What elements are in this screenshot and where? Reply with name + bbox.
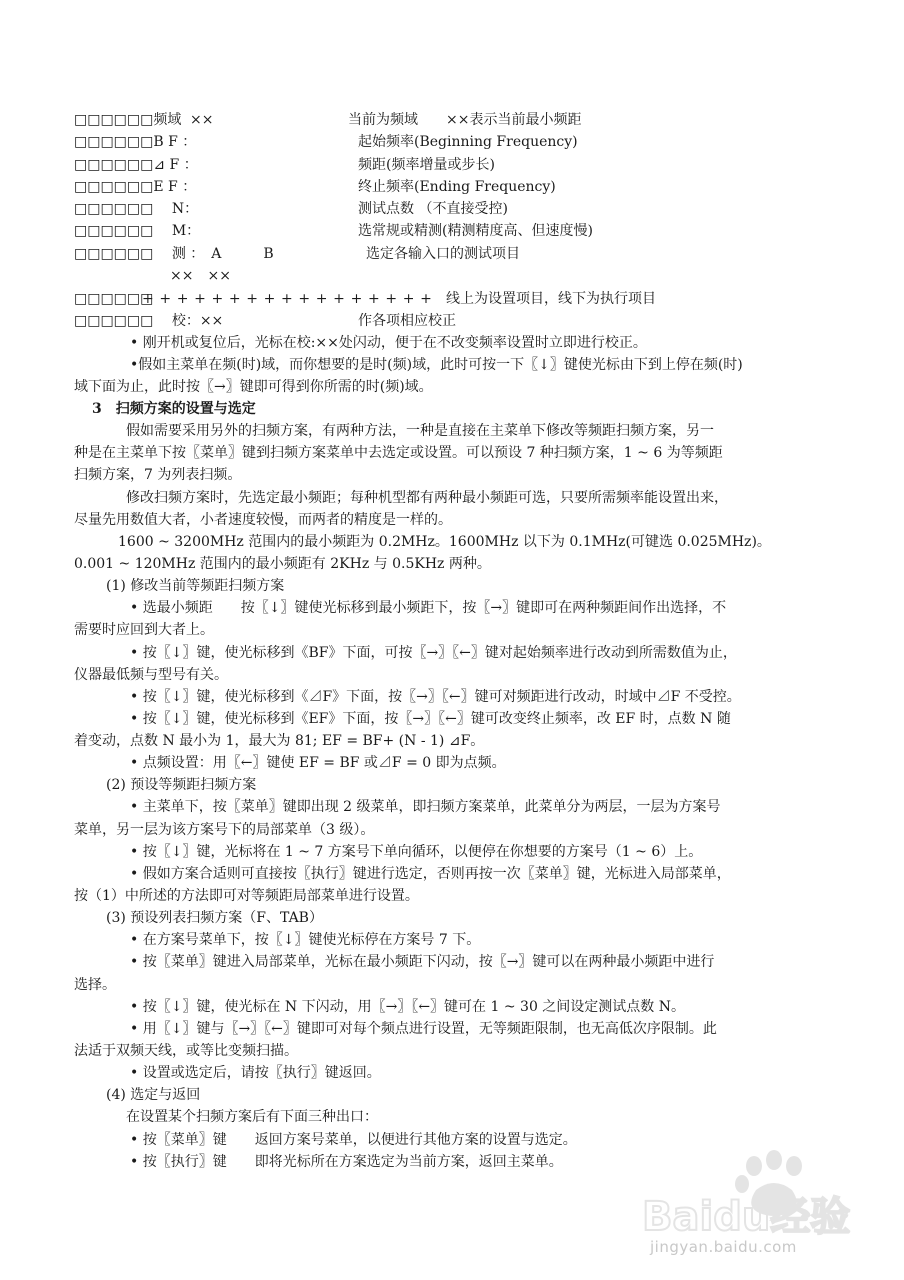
watermark-url: jingyan.baidu.com xyxy=(650,1238,797,1256)
paragraph-line: 需要时应回到大者上。 xyxy=(74,622,214,638)
paragraph-line: 着变动，点数 N 最小为 1，最大为 81; EF = BF+ (N - 1) ⊿F。 xyxy=(74,733,485,749)
paragraph-line: • 刚开机或复位后，光标在校:××处闪动，便于在不改变频率设置时立即进行校正。 xyxy=(130,335,647,351)
paragraph-line: 域下面为止，此时按〖→〗键即可得到你所需的时(频)域。 xyxy=(74,379,433,395)
param-desc: 终止频率(Ending Frequency) xyxy=(358,179,556,195)
paragraph-line: • 按〖菜单〗键 返回方案号菜单，以便进行其他方案的设置与选定。 xyxy=(130,1132,577,1148)
param-test-values: ×× ×× xyxy=(170,268,231,284)
paragraph-line: • 主菜单下，按〖菜单〗键即出现 2 级菜单，即扫频方案菜单，此菜单分为两层，一层为方案号 xyxy=(130,799,721,815)
paragraph-line: 选择。 xyxy=(74,977,116,993)
subsection-heading: (3) 预设列表扫频方案（F、TAB） xyxy=(106,910,323,926)
param-label: □□□□□□ M： xyxy=(74,223,201,239)
paragraph-line: • 按〖执行〗键 即将光标所在方案选定为当前方案，返回主菜单。 xyxy=(130,1154,563,1170)
paragraph-line: 尽量先用数值大者，小者速度较慢，而两者的精度是一样的。 xyxy=(74,512,452,528)
paragraph-line: 按（1）中所述的方法即可对等频距局部菜单进行设置。 xyxy=(74,888,419,904)
paragraph-line: • 按〖↓〗键，使光标移到《BF》下面，可按〖→〗〖←〗键对起始频率进行改动到所需数值为止， xyxy=(130,645,737,661)
divider-plus-line: + + + + + + + + + + + + + + + + + xyxy=(142,291,433,307)
paragraph-line: 扫频方案，7 为列表扫频。 xyxy=(74,467,242,483)
param-desc: 选常规或精测(精测精度高、但速度慢) xyxy=(358,223,593,239)
param-desc: 当前为频域 ××表示当前最小频距 xyxy=(348,112,582,128)
paragraph-line: • 按〖↓〗键，使光标移到《EF》下面，按〖→〗〖←〗键可改变终止频率，改 EF 时，点数 N 随 xyxy=(130,711,731,727)
param-label: □□□□□□频域 xyxy=(74,112,182,128)
paragraph-line: • 假如方案合适则可直接按〖执行〗键进行选定，否则再按一次〖菜单〗键，光标进入局部菜单， xyxy=(130,866,731,882)
param-desc: 起始频率(Beginning Frequency) xyxy=(358,134,578,150)
watermark-brand: Baidu经验 xyxy=(642,1194,851,1240)
param-desc: 线上为设置项目，线下为执行项目 xyxy=(446,291,656,307)
paragraph-line: 仪器最低频与型号有关。 xyxy=(74,667,228,683)
section-heading: 3 扫频方案的设置与选定 xyxy=(92,401,256,417)
param-label: □□□□□□ 测 ： A B xyxy=(74,246,274,262)
paragraph-line: • 按〖↓〗键，使光标移到《⊿F》下面，按〖→〗〖←〗键可对频距进行改动，时域中⊿F 不受控。 xyxy=(130,689,741,705)
paragraph-line: 修改扫频方案时，先选定最小频距；每种机型都有两种最小频距可选，只要所需频率能设置出来， xyxy=(126,490,728,506)
subsection-heading: (4) 选定与返回 xyxy=(106,1087,201,1103)
param-desc: 选定各输入口的测试项目 xyxy=(366,246,520,262)
param-value: ×× xyxy=(190,112,214,128)
subsection-heading: (1) 修改当前等频距扫频方案 xyxy=(106,578,285,594)
paragraph-line: • 选最小频距 按〖↓〗键使光标移到最小频距下，按〖→〗键即可在两种频距间作出选择，不 xyxy=(130,600,727,616)
param-label: □□□□□□E F ： xyxy=(74,179,197,195)
subsection-heading: (2) 预设等频距扫频方案 xyxy=(106,777,257,793)
param-desc: 作各项相应校正 xyxy=(358,313,456,329)
paragraph-line: 1600 ~ 3200MHz 范围内的最小频距为 0.2MHz。1600MHz 以下为 0.1MHz(可键选 0.025MHz)。 xyxy=(118,534,771,550)
paragraph-line: 种是在主菜单下按〖菜单〗键到扫频方案菜单中去选定或设置。可以预设 7 种扫频方案，1 ~ 6 为等频距 xyxy=(74,445,723,461)
param-label: □□□□□□⊿ F ： xyxy=(74,157,198,173)
paragraph-line: 法适于双频天线，或等比变频扫描。 xyxy=(74,1043,298,1059)
paragraph-line: 菜单，另一层为该方案号下的局部菜单（3 级）。 xyxy=(74,822,375,838)
param-desc: 频距(频率增量或步长) xyxy=(358,157,495,173)
param-label: □□□□□□ N： xyxy=(74,201,199,217)
param-desc: 测试点数 （不直接受控) xyxy=(358,201,508,217)
paragraph-line: • 在方案号菜单下，按〖↓〗键使光标停在方案号 7 下。 xyxy=(130,932,481,948)
param-label: □□□□□□B F ： xyxy=(74,134,197,150)
paragraph-line: • 按〖↓〗键，使光标在 N 下闪动，用〖→〗〖←〗键可在 1 ~ 30 之间设定测试点数 N。 xyxy=(130,999,686,1015)
paragraph-line: •假如主菜单在频(时)域，而你想要的是时(频)域，此时可按一下〖↓〗键使光标由下到上停在频(时) xyxy=(130,357,743,373)
paragraph-line: • 按〖菜单〗键进入局部菜单，光标在最小频距下闪动，按〖→〗键可以在两种最小频距中进行 xyxy=(130,954,715,970)
paragraph-line: 0.001 ~ 120MHz 范围内的最小频距有 2KHz 与 0.5KHz 两种。 xyxy=(74,556,491,572)
param-label: □□□□□□ xyxy=(74,291,154,307)
paragraph-line: • 按〖↓〗键，光标将在 1 ~ 7 方案号下单向循环，以便停在你想要的方案号（1 ~ 6）上。 xyxy=(130,844,703,860)
paragraph-line: • 设置或选定后，请按〖执行〗键返回。 xyxy=(130,1065,381,1081)
paragraph-line: • 点频设置：用〖←〗键使 EF = BF 或⊿F = 0 即为点频。 xyxy=(130,755,506,771)
paragraph-line: 在设置某个扫频方案后有下面三种出口： xyxy=(126,1109,378,1125)
param-label: □□□□□□ 校：×× xyxy=(74,313,224,329)
paragraph-line: • 用〖↓〗键与〖→〗〖←〗键即可对每个频点进行设置，无等频距限制，也无高低次序限制。此 xyxy=(130,1021,717,1037)
paragraph-line: 假如需要采用另外的扫频方案，有两种方法，一种是直接在主菜单下修改等频距扫频方案，另一 xyxy=(126,423,714,439)
